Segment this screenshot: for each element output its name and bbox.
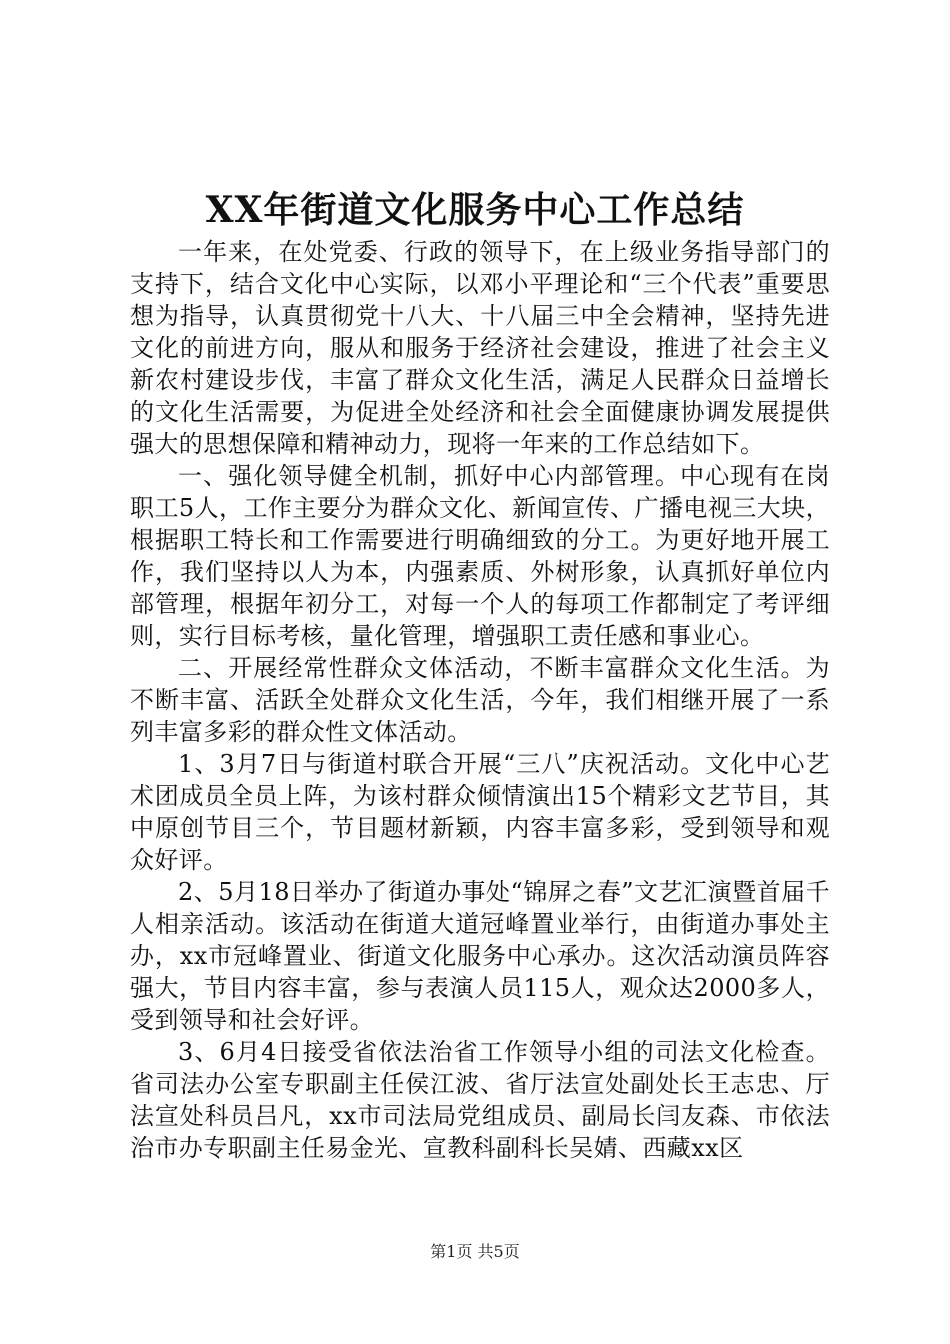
document-title: XX年街道文化服务中心工作总结	[205, 189, 745, 231]
paragraph-item-3: 3、6月4日接受省依法治省工作领导小组的司法文化检查。省司法办公室专职副主任侯江波、省厅法宣处副处长王志忠、厅法宣处科员吕凡，xx市司法局党组成员、副局长闫友森、市依法治市办专职副主任易金光、宣教科副科长吴婧、西藏xx区	[130, 1038, 830, 1162]
page-number-footer: 第1页 共5页	[430, 1242, 520, 1261]
paragraph-section-2: 二、开展经常性群众文体活动，不断丰富群众文化生活。为不断丰富、活跃全处群众文化生活，今年，我们相继开展了一系列丰富多彩的群众性文体活动。	[130, 654, 830, 746]
paragraph-item-1: 1、3月7日与街道村联合开展“三八”庆祝活动。文化中心艺术团成员全员上阵，为该村群众倾情演出15个精彩文艺节目，其中原创节目三个，节目题材新颖，内容丰富多彩，受到领导和观众好评。	[130, 750, 830, 874]
paragraph-item-2: 2、5月18日举办了街道办事处“锦屏之春”文艺汇演暨首届千人相亲活动。该活动在街道大道冠峰置业举行，由街道办事处主办，xx市冠峰置业、街道文化服务中心承办。这次活动演员阵容强大，节目内容丰富，参与表演人员115人，观众达2000多人，受到领导和社会好评。	[130, 878, 830, 1034]
paragraph-intro: 一年来，在处党委、行政的领导下，在上级业务指导部门的支持下，结合文化中心实际，以邓小平理论和“三个代表”重要思想为指导，认真贯彻党十八大、十八届三中全会精神，坚持先进文化的前进方向，服从和服务于经济社会建设，推进了社会主义新农村建设步伐，丰富了群众文化生活，满足人民群众日益增长的文化生活需要，为促进全处经济和社会全面健康协调发展提供强大的思想保障和精神动力，现将一年来的工作总结如下。	[130, 238, 830, 458]
document-body	[130, 236, 830, 1164]
paragraph-section-1: 一、强化领导健全机制，抓好中心内部管理。中心现有在岗职工5人，工作主要分为群众文化、新闻宣传、广播电视三大块，根据职工特长和工作需要进行明确细致的分工。为更好地开展工作，我们坚持以人为本，内强素质、外树形象，认真抓好单位内部管理，根据年初分工，对每一个人的每项工作都制定了考评细则，实行目标考核，量化管理，增强职工责任感和事业心。	[130, 462, 830, 650]
